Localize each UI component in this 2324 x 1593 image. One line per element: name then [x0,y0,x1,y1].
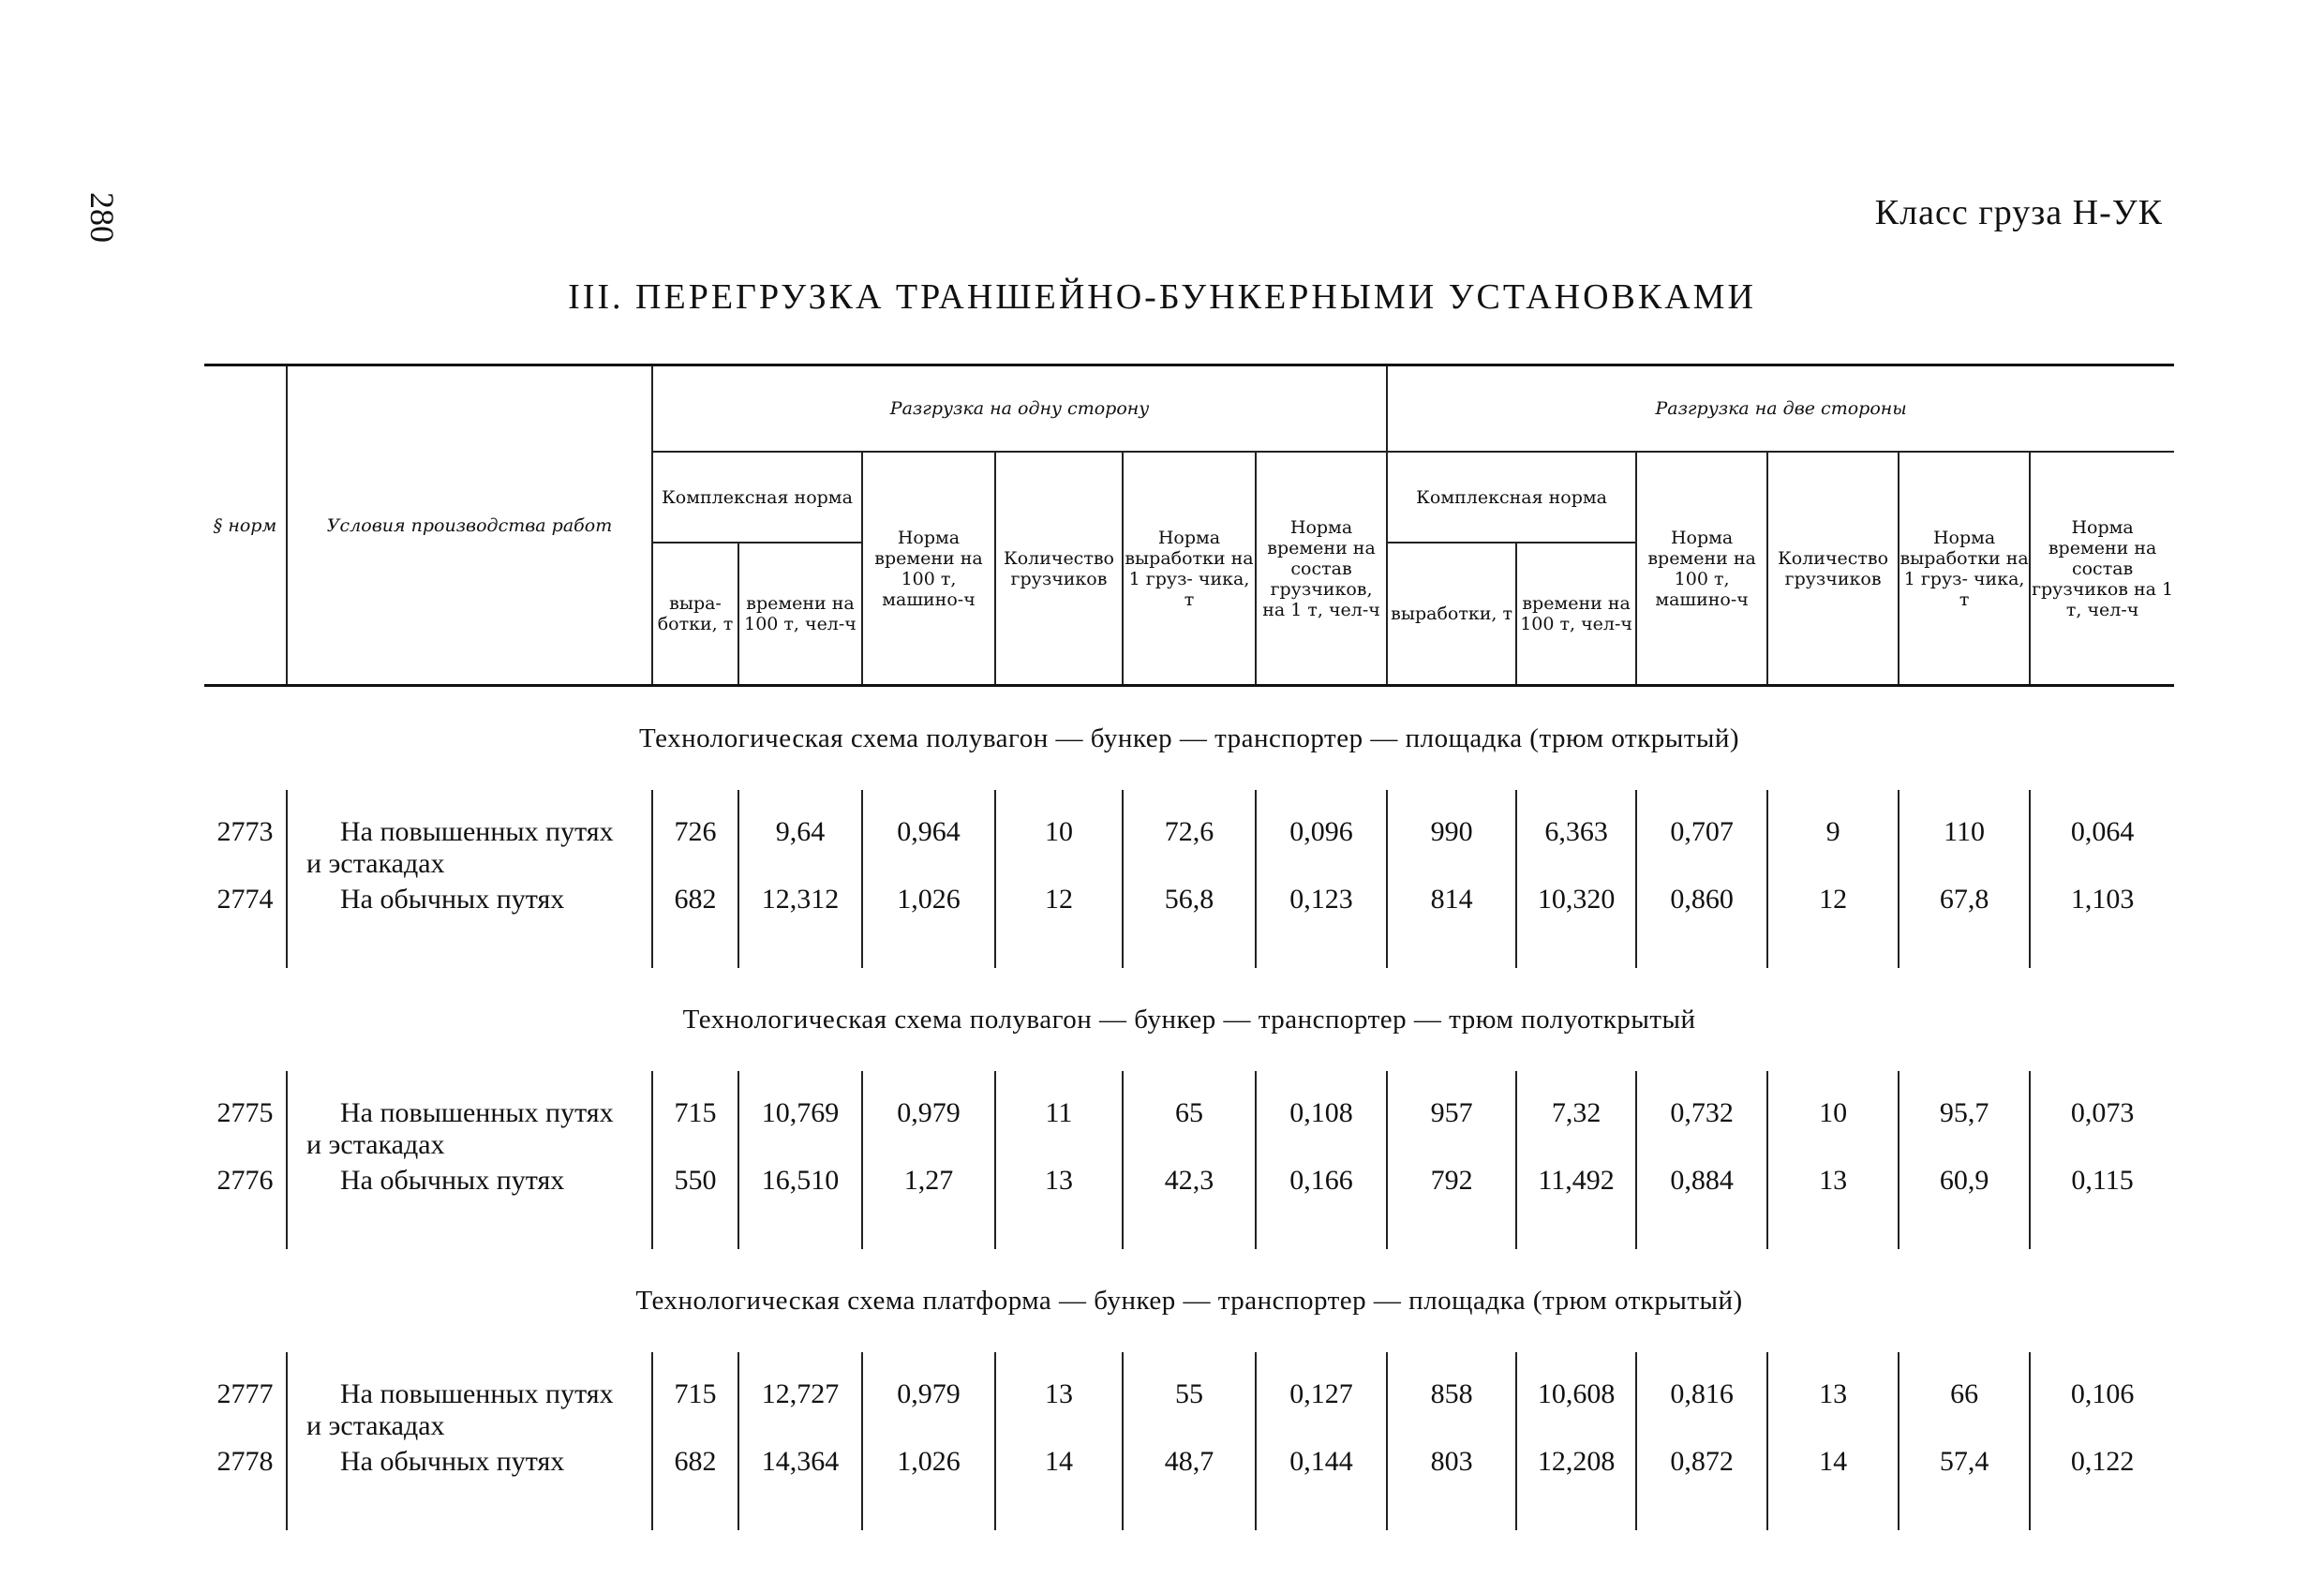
header-machine-time-two: Норма времени на 100 т, машино-ч [1636,452,1767,686]
value-cell: 0,123 [1256,880,1387,968]
value-cell: 60,9 [1899,1161,2030,1249]
value-cell: 6,363 [1516,790,1636,880]
value-cell: 16,510 [738,1161,862,1249]
value-cell: 0,127 [1256,1352,1387,1442]
value-cell: 48,7 [1123,1442,1256,1530]
value-cell: 12 [995,880,1123,968]
table-row [204,1071,2174,1161]
norm-number: 2778 [216,1446,274,1477]
work-conditions-line-1: На обычных путях [340,884,565,915]
scheme-title-row [204,968,2174,1071]
value-cell: 12 [1767,880,1899,968]
value-cell: 7,32 [1516,1071,1636,1161]
work-conditions-line-1: На повышенных путях [340,1378,614,1409]
value-cell: 13 [1767,1352,1899,1442]
value-cell: 0,108 [1256,1071,1387,1161]
value-cell: 1,103 [2030,880,2174,968]
value-cell: 10,769 [738,1071,862,1161]
header-one-side: Разгрузка на одну сторону [652,365,1387,453]
work-conditions [287,1442,652,1530]
value-cell: 11,492 [1516,1161,1636,1249]
value-cell: 0,096 [1256,790,1387,880]
value-cell: 56,8 [1123,880,1256,968]
value-cell: 10 [1767,1071,1899,1161]
value-cell: 14,364 [738,1442,862,1530]
value-cell: 67,8 [1899,880,2030,968]
work-conditions [287,1071,652,1161]
header-machine-time-one: Норма времени на 100 т, машино-ч [862,452,995,686]
work-conditions [287,880,652,968]
value-cell: 9,64 [738,790,862,880]
header-time-per-100-one: времени на 100 т, чел-ч [738,543,862,686]
work-conditions-line-2: и эстакадах [306,848,445,879]
header-time-per-100-two: времени на 100 т, чел-ч [1516,543,1636,686]
value-cell: 682 [652,880,738,968]
value-cell: 550 [652,1161,738,1249]
work-conditions [287,1161,652,1249]
value-cell: 14 [995,1442,1123,1530]
value-cell: 682 [652,1442,738,1530]
value-cell: 792 [1387,1161,1516,1249]
header-output-t-one: выра- ботки, т [652,543,738,686]
header-conditions: Условия производства работ [287,365,652,686]
header-output-t-two: выработки, т [1387,543,1516,686]
value-cell: 0,884 [1636,1161,1767,1249]
page-number: 280 [83,192,121,243]
value-cell: 10 [995,790,1123,880]
work-conditions [287,790,652,880]
work-conditions-line-1: На повышенных путях [340,1097,614,1128]
value-cell: 0,115 [2030,1161,2174,1249]
scheme-title-row [204,1249,2174,1352]
value-cell: 10,608 [1516,1352,1636,1442]
work-conditions-line-2: и эстакадах [306,1410,445,1441]
table-row [204,1442,2174,1530]
scheme-title: Технологическая схема полувагон — бункер — транспортер — трюм полуоткрытый [682,1004,1696,1035]
section-title: III. ПЕРЕГРУЗКА ТРАНШЕЙНО-БУНКЕРНЫМИ УСТАНОВКАМИ [568,277,1756,317]
value-cell: 0,964 [862,790,995,880]
work-conditions-line-2: и эстакадах [306,1129,445,1160]
value-cell: 13 [1767,1161,1899,1249]
norm-number: 2776 [216,1165,274,1196]
table-row [204,1161,2174,1249]
value-cell: 14 [1767,1442,1899,1530]
value-cell: 12,208 [1516,1442,1636,1530]
value-cell: 858 [1387,1352,1516,1442]
value-cell: 803 [1387,1442,1516,1530]
header-complex-norm-one: Комплексная норма [652,452,862,543]
value-cell: 12,312 [738,880,862,968]
header-output-per-loader-two: Норма выработки на 1 груз- чика, т [1899,452,2030,686]
header-output-per-loader-one: Норма выработки на 1 груз- чика, т [1123,452,1256,686]
work-conditions [287,1352,652,1442]
table-row [204,880,2174,968]
norms-table [204,364,2174,1530]
norm-number: 2777 [216,1378,274,1409]
value-cell: 0,122 [2030,1442,2174,1530]
value-cell: 1,026 [862,1442,995,1530]
header-complex-norm-two: Комплексная норма [1387,452,1636,543]
value-cell: 0,064 [2030,790,2174,880]
value-cell: 990 [1387,790,1516,880]
value-cell: 55 [1123,1352,1256,1442]
value-cell: 0,860 [1636,880,1767,968]
value-cell: 0,073 [2030,1071,2174,1161]
table-header [204,365,2174,686]
table-body [204,686,2174,1531]
norm-number: 2775 [216,1097,274,1128]
work-conditions-line-1: На обычных путях [340,1446,565,1477]
value-cell: 0,872 [1636,1442,1767,1530]
scheme-title: Технологическая схема полувагон — бункер — транспортер — площадка (трюм открытый) [639,722,1740,753]
norm-number: 2774 [216,884,274,915]
norms-table-container [204,364,2174,1530]
value-cell: 66 [1899,1352,2030,1442]
value-cell: 110 [1899,790,2030,880]
value-cell: 0,979 [862,1071,995,1161]
value-cell: 0,166 [1256,1161,1387,1249]
value-cell: 0,979 [862,1352,995,1442]
value-cell: 0,707 [1636,790,1767,880]
value-cell: 13 [995,1161,1123,1249]
value-cell: 95,7 [1899,1071,2030,1161]
value-cell: 814 [1387,880,1516,968]
header-loaders-count-two: Количество грузчиков [1767,452,1899,686]
header-crew-time-one: Норма времени на состав грузчиков, на 1 т, чел-ч [1256,452,1387,686]
value-cell: 65 [1123,1071,1256,1161]
value-cell: 11 [995,1071,1123,1161]
table-row [204,790,2174,880]
value-cell: 42,3 [1123,1161,1256,1249]
header-norm: § норм [204,365,287,686]
value-cell: 1,27 [862,1161,995,1249]
scheme-title: Технологическая схема платформа — бункер — транспортер — площадка (трюм открытый) [635,1285,1743,1316]
table-row [204,1352,2174,1442]
value-cell: 0,816 [1636,1352,1767,1442]
value-cell: 0,144 [1256,1442,1387,1530]
value-cell: 57,4 [1899,1442,2030,1530]
header-crew-time-two: Норма времени на состав грузчиков на 1 т, чел-ч [2030,452,2174,686]
value-cell: 13 [995,1352,1123,1442]
value-cell: 0,732 [1636,1071,1767,1161]
header-two-sides: Разгрузка на две стороны [1387,365,2174,453]
work-conditions-line-1: На повышенных путях [340,816,614,847]
norm-number: 2773 [216,816,274,847]
value-cell: 715 [652,1352,738,1442]
work-conditions-line-1: На обычных путях [340,1165,565,1196]
value-cell: 9 [1767,790,1899,880]
value-cell: 726 [652,790,738,880]
header-loaders-count-one: Количество грузчиков [995,452,1123,686]
value-cell: 0,106 [2030,1352,2174,1442]
value-cell: 715 [652,1071,738,1161]
value-cell: 10,320 [1516,880,1636,968]
value-cell: 72,6 [1123,790,1256,880]
scheme-title-row [204,686,2174,791]
cargo-class-label: Класс груза Н-УК [1874,193,2163,232]
value-cell: 1,026 [862,880,995,968]
value-cell: 12,727 [738,1352,862,1442]
value-cell: 957 [1387,1071,1516,1161]
